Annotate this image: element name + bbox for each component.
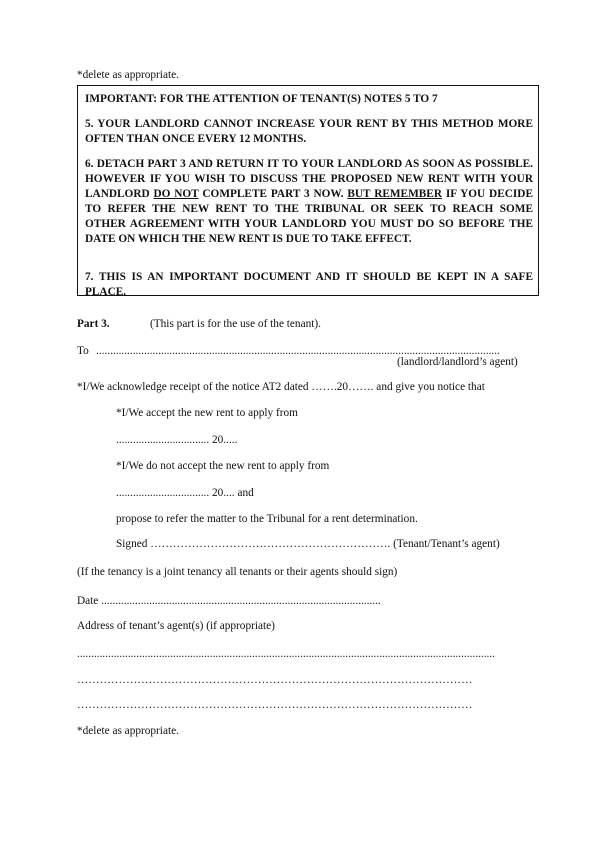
address-line-1[interactable]: .................................................................................................................................................... <box>77 648 495 660</box>
notice-note-6: 6. DETACH PART 3 AND RETURN IT TO YOUR LANDLORD AS SOON AS POSSIBLE. HOWEVER IF YOU WISH TO DISCUSS THE PROPOSED NEW RENT WITH YOUR LANDLORD DO NOT COMPLETE PART 3 NOW. BUT REMEMBER IF YOU DECIDE TO REFER THE NEW RENT TO THE TRIBUNAL OR SEEK TO REACH SOME OTHER AGREEMENT WITH YOUR LANDLORD YOU MUST DO SO BEFORE THE DATE ON WHICH THE NEW RENT IS DUE TO TAKE EFFECT. <box>85 158 533 245</box>
not-accept-date-field[interactable]: ................................. 20.... and <box>116 487 254 499</box>
accept-date-field[interactable]: ................................. 20..... <box>116 434 238 446</box>
do-not-emphasis: DO NOT <box>153 188 199 200</box>
address-line-3[interactable]: …………………………………………………………………………………………… <box>77 699 473 711</box>
to-label: To <box>77 345 89 357</box>
agent-address-label: Address of tenant’s agent(s) (if appropriate) <box>77 620 275 632</box>
part3-subtitle: (This part is for the use of the tenant). <box>150 318 321 330</box>
notice-heading: IMPORTANT: FOR THE ATTENTION OF TENANT(S) NOTES 5 TO 7 <box>85 93 438 105</box>
joint-tenancy-note: (If the tenancy is a joint tenancy all tenants or their agents should sign) <box>77 566 398 578</box>
to-caption: (landlord/landlord’s agent) <box>397 356 518 368</box>
part3-label: Part 3. <box>77 318 110 330</box>
top-delete-note: *delete as appropriate. <box>77 69 179 81</box>
bottom-delete-note: *delete as appropriate. <box>77 725 179 737</box>
notice-note-7: 7. THIS IS AN IMPORTANT DOCUMENT AND IT SHOULD BE KEPT IN A SAFE PLACE. <box>85 271 533 296</box>
but-remember-emphasis: BUT REMEMBER <box>347 188 442 200</box>
accept-option: *I/We accept the new rent to apply from <box>116 407 298 419</box>
important-notice-box <box>77 85 539 296</box>
address-line-2[interactable]: …………………………………………………………………………………………… <box>77 674 473 686</box>
acknowledge-text: *I/We acknowledge receipt of the notice AT2 dated …….20……. and give you notice that <box>77 381 485 393</box>
to-field[interactable]: ............................................................................................................................................... <box>96 345 500 357</box>
signature-line[interactable]: Signed ………………………………………………………. (Tenant/Tenant’s agent) <box>116 538 500 550</box>
not-accept-option: *I/We do not accept the new rent to apply from <box>116 460 330 472</box>
date-field[interactable]: Date ................................................................................................... <box>77 595 381 607</box>
propose-text: propose to refer the matter to the Tribunal for a rent determination. <box>116 513 418 525</box>
notice-note-5: 5. YOUR LANDLORD CANNOT INCREASE YOUR RENT BY THIS METHOD MORE OFTEN THAN ONCE EVERY 12 MONTHS. <box>85 118 533 145</box>
